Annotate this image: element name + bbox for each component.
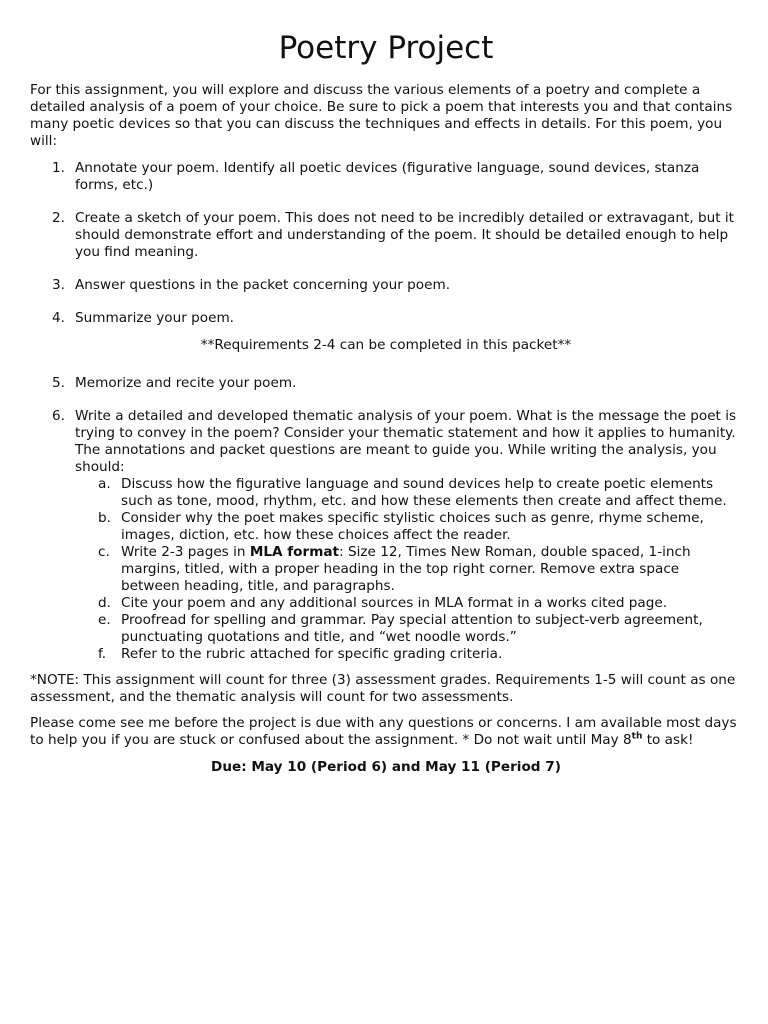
closing-text: Please come see me before the project is due with any questions or concerns. I am available most days to help you if you are stuck or confused about the assignment. * Do not wait until May 8 bbox=[30, 715, 737, 748]
sublist-item-text: Refer to the rubric attached for specific grading criteria. bbox=[121, 646, 503, 662]
requirements-list-continued bbox=[30, 375, 742, 663]
list-item-text: Memorize and recite your poem. bbox=[75, 375, 297, 391]
list-number: 2. bbox=[52, 210, 65, 226]
sublist-letter: f. bbox=[98, 646, 107, 662]
list-item bbox=[30, 375, 742, 392]
list-item bbox=[30, 277, 742, 294]
requirements-note: **Requirements 2-4 can be completed in this packet** bbox=[200, 337, 572, 353]
document-page bbox=[30, 28, 757, 776]
sublist-item-text: Cite your poem and any additional sources in MLA format in a works cited page. bbox=[121, 595, 668, 611]
sublist-item-text-start: Write 2-3 pages in bbox=[121, 544, 250, 560]
sublist-item-text: Discuss how the figurative language and sound devices help to create poetic elements such as tone, mood, rhythm, etc. and how these elements then create and affect theme. bbox=[121, 476, 727, 509]
sublist-letter: c. bbox=[98, 544, 110, 560]
list-item bbox=[30, 210, 742, 261]
sublist-item-text: Proofread for spelling and grammar. Pay special attention to subject-verb agreement, punctuating quotations and title, and “wet noodle words.” bbox=[121, 612, 703, 645]
sublist-item-text: Consider why the poet makes specific stylistic choices such as genre, rhyme scheme, images, diction, etc. how these choices affect the reader. bbox=[121, 510, 704, 543]
ordinal-suffix: th bbox=[631, 731, 643, 742]
sublist-item bbox=[75, 595, 742, 612]
closing-text-end: to ask! bbox=[642, 732, 694, 748]
assessment-note: *NOTE: This assignment will count for three (3) assessment grades. Requirements 1-5 will count as one assessment, and the thematic analysis will count for two assessments. bbox=[30, 672, 757, 705]
intro-paragraph: For this assignment, you will explore and discuss the various elements of a poetry and complete a detailed analysis of a poem of your choice. Be sure to pick a poem that interests you and that contains many poetic devices so that you can discuss the techniques and effects in details. For this poem, you will: bbox=[30, 82, 733, 149]
list-item bbox=[30, 310, 742, 327]
list-item bbox=[30, 160, 742, 194]
list-item-text: Answer questions in the packet concerning your poem. bbox=[75, 277, 451, 293]
sublist-letter: d. bbox=[98, 595, 111, 611]
sublist-item bbox=[75, 544, 742, 595]
mla-format-emphasis: MLA format bbox=[249, 544, 340, 560]
closing-paragraph bbox=[30, 715, 742, 749]
sublist-letter: b. bbox=[98, 510, 111, 526]
sublist-item bbox=[75, 476, 742, 510]
requirements-list bbox=[30, 160, 742, 327]
list-item-text: Summarize your poem. bbox=[75, 310, 235, 326]
list-item-text: Write a detailed and developed thematic analysis of your poem. What is the message the poet is trying to convey in the poem? Consider your thematic statement and how it applies to humanity. The annotations and packet questions are meant to guide you. While writing the analysis, you should: bbox=[75, 408, 737, 475]
list-item bbox=[30, 408, 742, 663]
sublist-item bbox=[75, 612, 742, 646]
sublist-item-text-end: : Size 12, Times New Roman, double spaced, 1-inch margins, titled, with a proper heading in the top right corner. Remove extra space between heading, title, and paragraphs. bbox=[121, 544, 691, 594]
list-number: 6. bbox=[52, 408, 65, 424]
sublist-letter: e. bbox=[98, 612, 111, 628]
sublist-letter: a. bbox=[98, 476, 111, 492]
list-number: 1. bbox=[52, 160, 65, 176]
list-number: 5. bbox=[52, 375, 65, 391]
sublist-item bbox=[75, 646, 742, 663]
list-item-text: Create a sketch of your poem. This does not need to be incredibly detailed or extravagant, but it should demonstrate effort and understanding of the poem. It should be detailed enough to help you find meaning. bbox=[75, 210, 734, 260]
sublist-item bbox=[75, 510, 742, 544]
list-item-text: Annotate your poem. Identify all poetic devices (figurative language, sound devices, stanza forms, etc.) bbox=[75, 160, 700, 193]
due-date: Due: May 10 (Period 6) and May 11 (Period 7) bbox=[211, 759, 561, 775]
analysis-sublist bbox=[75, 476, 742, 663]
list-number: 3. bbox=[52, 277, 65, 293]
page-title: Poetry Project bbox=[278, 30, 494, 66]
list-number: 4. bbox=[52, 310, 65, 326]
